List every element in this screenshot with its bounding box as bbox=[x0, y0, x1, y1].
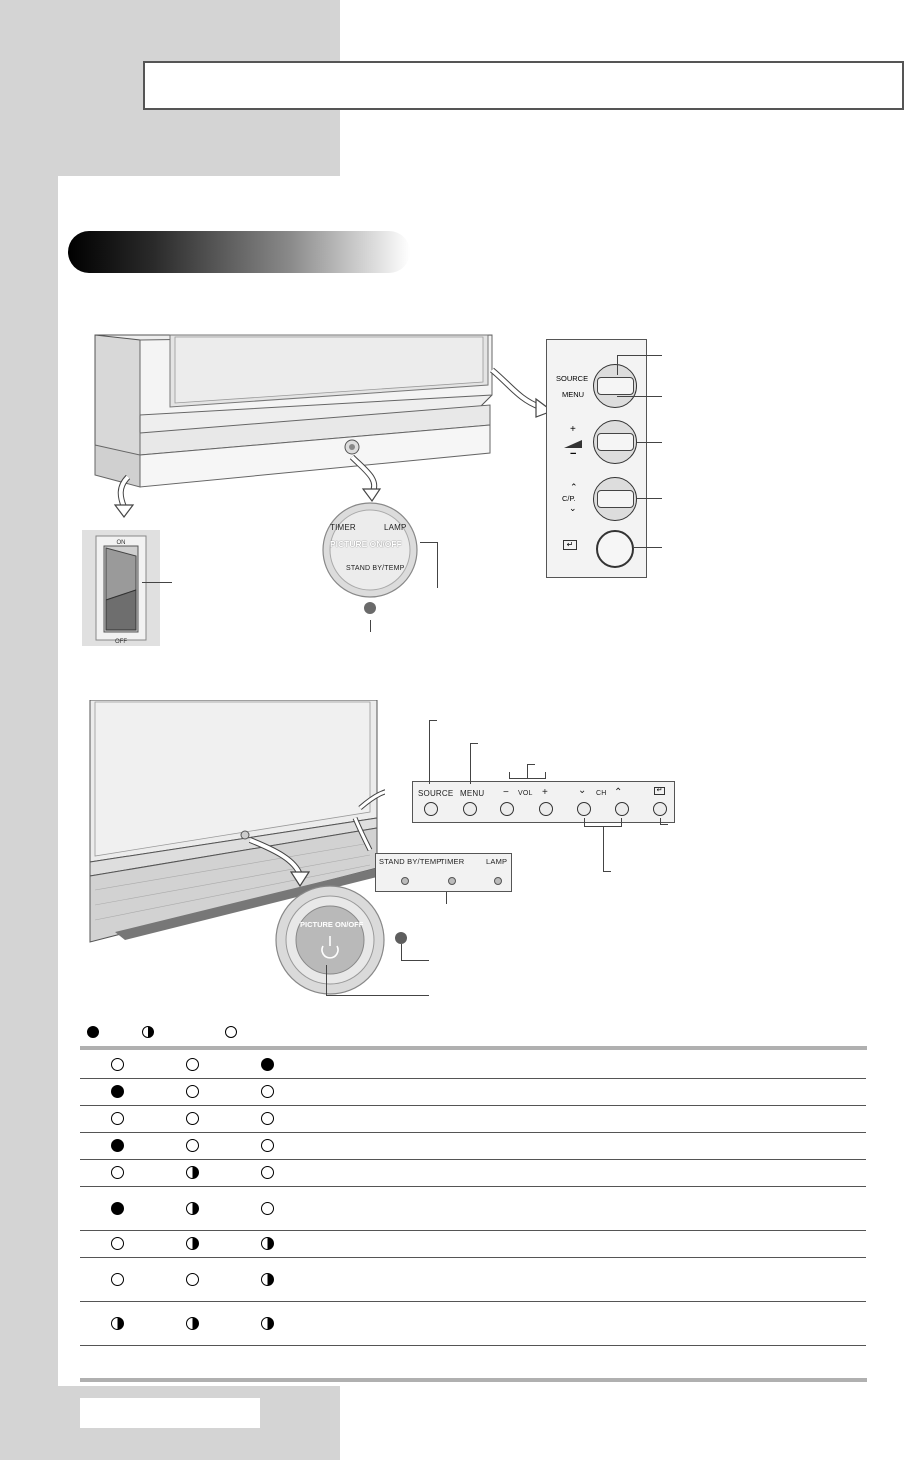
led-strip-callout bbox=[446, 892, 447, 904]
source-label-2: SOURCE bbox=[418, 789, 454, 798]
led-on-icon bbox=[111, 1139, 124, 1152]
ch-callout-bracket-r bbox=[621, 818, 622, 826]
picture-callout-h bbox=[420, 542, 438, 543]
picture-on-off-label-2: PICTURE ON/OFF bbox=[300, 920, 364, 929]
enter-button-2[interactable] bbox=[653, 802, 667, 816]
ch-down-button-2[interactable] bbox=[577, 802, 591, 816]
source-button-2[interactable] bbox=[424, 802, 438, 816]
menu-button-2[interactable] bbox=[463, 802, 477, 816]
led-on-icon bbox=[111, 1202, 124, 1215]
power-indicator-callout bbox=[370, 620, 371, 632]
source-label-1: SOURCE bbox=[556, 374, 589, 383]
led-off-icon bbox=[186, 1139, 199, 1152]
indicator-cell bbox=[80, 1079, 155, 1106]
indicator-cell bbox=[155, 1302, 230, 1346]
vol-callout-tick bbox=[527, 764, 535, 765]
led-off-icon bbox=[186, 1085, 199, 1098]
led-off-icon bbox=[111, 1112, 124, 1125]
indicator-cell bbox=[230, 1258, 305, 1302]
indicator-cell bbox=[155, 1160, 230, 1187]
standby-label-2: STAND BY/TEMP bbox=[379, 857, 442, 866]
table-row bbox=[80, 1302, 866, 1346]
menu-callout-2-tick bbox=[470, 743, 478, 744]
led-blink-icon bbox=[186, 1202, 199, 1215]
vol-plus-label-1: + bbox=[570, 424, 576, 435]
indicator-cell bbox=[230, 1106, 305, 1133]
table-row bbox=[80, 1133, 866, 1160]
led-off-icon bbox=[111, 1166, 124, 1179]
led-status-table-body bbox=[80, 1052, 866, 1346]
timer-led-2 bbox=[448, 877, 456, 885]
led-off-icon bbox=[186, 1273, 199, 1286]
vol-plus-label-2: + bbox=[542, 787, 549, 798]
channel-callout bbox=[637, 498, 662, 499]
led-blink-icon bbox=[261, 1317, 274, 1330]
status-description bbox=[305, 1258, 866, 1302]
indicator-cell bbox=[155, 1052, 230, 1079]
led-blink-icon bbox=[186, 1166, 199, 1179]
svg-text:OFF: OFF bbox=[115, 639, 127, 645]
indicator-cell bbox=[230, 1052, 305, 1079]
led-off-icon bbox=[261, 1085, 274, 1098]
table-row bbox=[80, 1052, 866, 1079]
status-description bbox=[305, 1079, 866, 1106]
enter-icon: ↵ bbox=[563, 540, 577, 550]
indicator-cell bbox=[155, 1133, 230, 1160]
channel-rocker-button[interactable] bbox=[593, 477, 637, 521]
ch-callout-stem bbox=[603, 826, 604, 872]
power-switch-callout-line bbox=[142, 582, 172, 583]
left-gray-margin bbox=[0, 176, 58, 1386]
legend-blink-icon bbox=[142, 1026, 154, 1038]
indicator-cell bbox=[230, 1160, 305, 1187]
picture-button-magnified-2 bbox=[270, 880, 440, 1000]
enter-icon-2: ↵ bbox=[654, 787, 665, 795]
table-top-rule bbox=[80, 1046, 867, 1050]
lamp-label-2: LAMP bbox=[486, 857, 508, 866]
chevron-up-icon: ⌃ bbox=[570, 482, 578, 492]
status-description bbox=[305, 1133, 866, 1160]
ch-callout-bracket-l bbox=[584, 818, 585, 826]
indicator-cell bbox=[80, 1258, 155, 1302]
source-callout-2-tick bbox=[429, 720, 437, 721]
status-description bbox=[305, 1231, 866, 1258]
source-callout-2 bbox=[429, 720, 430, 784]
led-blink-icon bbox=[261, 1273, 274, 1286]
power-led-callout-h bbox=[401, 960, 429, 961]
indicator-cell bbox=[155, 1079, 230, 1106]
enter-callout-2-tick bbox=[660, 824, 668, 825]
source-callout-h bbox=[617, 355, 662, 356]
led-off-icon bbox=[261, 1112, 274, 1125]
indicator-cell bbox=[155, 1106, 230, 1133]
picture-callout-v bbox=[437, 542, 438, 588]
indicator-cell bbox=[230, 1133, 305, 1160]
led-blink-icon bbox=[261, 1237, 274, 1250]
ch-callout-tick bbox=[603, 871, 611, 872]
main-power-switch-inset bbox=[82, 530, 160, 646]
legend-on-icon bbox=[87, 1026, 99, 1038]
picture-on-off-label-1: PICTURE ON/OFF bbox=[330, 539, 402, 549]
indicator-cell bbox=[230, 1079, 305, 1106]
timer-label-2: TIMER bbox=[440, 857, 465, 866]
legend-off-icon bbox=[225, 1026, 237, 1038]
status-description bbox=[305, 1187, 866, 1231]
page-number-box bbox=[80, 1398, 260, 1428]
picture-callout-2-h bbox=[326, 995, 429, 996]
chevron-down-icon: ⌄ bbox=[569, 503, 577, 513]
indicator-cell bbox=[155, 1231, 230, 1258]
indicator-cell bbox=[80, 1106, 155, 1133]
enter-button-1[interactable] bbox=[596, 530, 634, 568]
status-description bbox=[305, 1106, 866, 1133]
table-row bbox=[80, 1106, 866, 1133]
led-off-icon bbox=[111, 1273, 124, 1286]
led-off-icon bbox=[261, 1202, 274, 1215]
status-description bbox=[305, 1302, 866, 1346]
led-on-icon bbox=[111, 1085, 124, 1098]
led-status-table bbox=[80, 1052, 866, 1346]
picture-callout-2-v bbox=[326, 965, 327, 995]
vol-label-2: VOL bbox=[518, 790, 533, 797]
indicator-cell bbox=[230, 1231, 305, 1258]
led-blink-icon bbox=[111, 1317, 124, 1330]
led-on-icon bbox=[261, 1058, 274, 1071]
indicator-cell bbox=[230, 1302, 305, 1346]
menu-callout-2 bbox=[470, 743, 471, 784]
ch-label-1: C/P. bbox=[562, 494, 576, 503]
led-off-icon bbox=[261, 1166, 274, 1179]
enter-callout bbox=[634, 547, 662, 548]
volume-rocker-button[interactable] bbox=[593, 420, 637, 464]
led-off-icon bbox=[186, 1058, 199, 1071]
channel-up-icon: ⌃ bbox=[614, 787, 623, 798]
source-menu-rocker-button[interactable] bbox=[593, 364, 637, 408]
table-row bbox=[80, 1079, 866, 1106]
table-row bbox=[80, 1258, 866, 1302]
vol-up-button-2[interactable] bbox=[539, 802, 553, 816]
page-title-box bbox=[143, 61, 904, 110]
table-row bbox=[80, 1187, 866, 1231]
ch-label-2: CH bbox=[596, 790, 607, 797]
led-off-icon bbox=[111, 1237, 124, 1250]
menu-label-1: MENU bbox=[562, 390, 585, 399]
source-callout-v bbox=[617, 355, 618, 375]
vol-callout-bracket-r bbox=[545, 772, 546, 778]
vol-callout-stem bbox=[527, 764, 528, 778]
indicator-cell bbox=[80, 1052, 155, 1079]
table-row bbox=[80, 1231, 866, 1258]
status-description bbox=[305, 1160, 866, 1187]
menu-label-2: MENU bbox=[460, 789, 485, 798]
svg-text:ON: ON bbox=[116, 540, 126, 546]
led-off-icon bbox=[261, 1139, 274, 1152]
status-description bbox=[305, 1052, 866, 1079]
led-blink-icon bbox=[186, 1237, 199, 1250]
indicator-cell bbox=[80, 1187, 155, 1231]
led-off-icon bbox=[111, 1058, 124, 1071]
indicator-cell bbox=[155, 1187, 230, 1231]
timer-led-label-1: TIMER bbox=[330, 523, 356, 532]
indicator-cell bbox=[155, 1258, 230, 1302]
indicator-cell bbox=[230, 1187, 305, 1231]
power-led-callout-v bbox=[401, 944, 402, 960]
section-heading-pill bbox=[68, 231, 410, 273]
standby-label-1: STAND BY/TEMP bbox=[346, 565, 405, 572]
ch-up-button-2[interactable] bbox=[615, 802, 629, 816]
channel-down-icon: ⌄ bbox=[578, 785, 587, 796]
vol-minus-label-1: − bbox=[570, 448, 577, 460]
table-row bbox=[80, 1160, 866, 1187]
vol-down-button-2[interactable] bbox=[500, 802, 514, 816]
indicator-cell bbox=[80, 1160, 155, 1187]
indicator-cell bbox=[80, 1231, 155, 1258]
vol-callout-bracket bbox=[509, 778, 546, 779]
vol-minus-label-2: − bbox=[503, 787, 510, 798]
indicator-cell bbox=[80, 1133, 155, 1160]
volume-callout bbox=[637, 442, 662, 443]
menu-callout bbox=[617, 396, 662, 397]
led-blink-icon bbox=[186, 1317, 199, 1330]
lamp-led-label-1: LAMP bbox=[384, 523, 407, 532]
led-off-icon bbox=[186, 1112, 199, 1125]
indicator-cell bbox=[80, 1302, 155, 1346]
lamp-led-2 bbox=[494, 877, 502, 885]
vol-callout-bracket-l bbox=[509, 772, 510, 778]
table-bottom-rule bbox=[80, 1378, 867, 1382]
